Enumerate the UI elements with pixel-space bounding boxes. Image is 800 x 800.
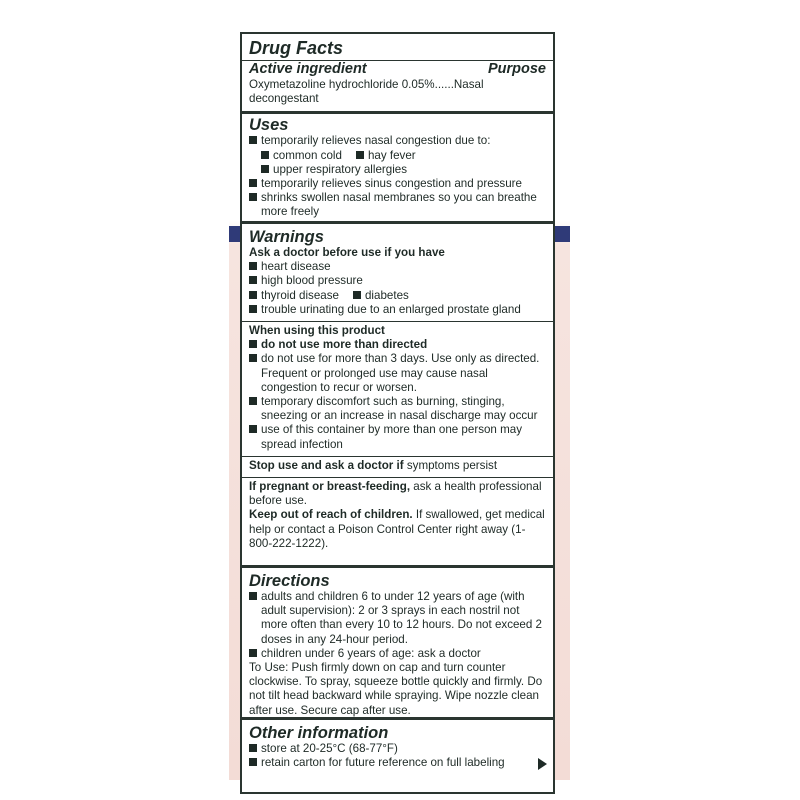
bullet-icon: [249, 397, 257, 405]
list-item: common cold hay fever: [249, 149, 546, 163]
other-information-section: [242, 720, 553, 773]
bullet-icon: [249, 276, 257, 284]
list-item: high blood pressure: [249, 274, 546, 288]
carton-background: [229, 20, 570, 780]
bullet-icon: [249, 425, 257, 433]
directions-heading: Directions: [249, 572, 330, 590]
list-item: upper respiratory allergies: [249, 163, 546, 177]
bullet-icon: [249, 179, 257, 187]
bullet-icon: [249, 262, 257, 270]
bullet-icon: [356, 151, 364, 159]
active-ingredient-line: Oxymetazoline hydrochloride 0.05%......Nasal decongestant: [249, 78, 484, 106]
bullet-icon: [249, 592, 257, 600]
bullet-icon: [249, 758, 257, 766]
list-item: trouble urinating due to an enlarged prostate gland: [249, 303, 546, 317]
uses-heading: Uses: [249, 116, 289, 135]
pregnancy-subsection: [242, 477, 553, 551]
bullet-icon: [249, 354, 257, 362]
list-item: temporary discomfort such as burning, stinging, sneezing or an increase in nasal discharge may occur: [249, 395, 546, 423]
continue-arrow-icon: [538, 758, 547, 770]
list-item: heart disease: [249, 260, 546, 274]
purpose-heading: Purpose: [487, 61, 546, 77]
bullet-icon: [249, 649, 257, 657]
bullet-icon: [353, 291, 361, 299]
bullet-icon: [249, 193, 257, 201]
directions-section: [242, 568, 553, 720]
list-item: temporarily relieves sinus congestion and pressure: [249, 177, 546, 191]
active-ingredient-heading: Active ingredient: [249, 61, 367, 77]
ask-doctor-heading: Ask a doctor before use if you have: [249, 246, 445, 259]
list-item: use of this container by more than one person may spread infection: [249, 423, 546, 451]
warnings-section: [242, 224, 553, 568]
when-using-subsection: [242, 321, 553, 452]
bullet-icon: [249, 291, 257, 299]
bullet-icon: [261, 165, 269, 173]
drug-facts-header: [242, 34, 553, 224]
bullet-icon: [261, 151, 269, 159]
list-item: thyroid disease diabetes: [249, 289, 546, 303]
list-item: children under 6 years of age: ask a doctor: [249, 647, 546, 661]
list-item: retain carton for future reference on full labeling: [249, 756, 546, 770]
stop-use-subsection: [242, 456, 553, 473]
warnings-heading: Warnings: [249, 228, 324, 246]
list-item: adults and children 6 to under 12 years of age (with adult supervision): 2 or 3 sprays in each nostril not more often than every 10 to 12 hours. Do not exceed 2 doses in any 24-hour period.: [249, 590, 546, 647]
keep-out-line: Keep out of reach of children. If swallowed, get medical help or contact a Poison Control Center right away (1-800-222-1222).: [249, 508, 545, 550]
list-item: do not use more than directed: [249, 338, 546, 352]
drug-facts-panel: [240, 32, 555, 794]
pregnancy-line: If pregnant or breast-feeding, ask a health professional before use.: [249, 480, 542, 508]
list-item: store at 20-25°C (68-77°F): [249, 742, 546, 756]
when-using-heading: When using this product: [249, 324, 385, 338]
bullet-icon: [249, 136, 257, 144]
bullet-icon: [249, 305, 257, 313]
bullet-icon: [249, 744, 257, 752]
drug-facts-title: Drug Facts: [249, 38, 344, 58]
active-ingredient-header: [242, 60, 553, 78]
list-item: temporarily relieves nasal congestion due to:: [249, 134, 546, 148]
stop-use-line: Stop use and ask a doctor if symptoms persist: [249, 458, 498, 472]
list-item: do not use for more than 3 days. Use only as directed. Frequent or prolonged use may cause nasal congestion to recur or worsen.: [249, 352, 546, 395]
other-information-heading: Other information: [249, 724, 389, 742]
bullet-icon: [249, 340, 257, 348]
list-item: shrinks swollen nasal membranes so you can breathe more freely: [249, 191, 546, 219]
uses-section: [242, 111, 553, 219]
to-use-text: To Use: Push firmly down on cap and turn counter clockwise. To spray, squeeze bottle quickly and firmly. Do not tilt head backward while spraying. Wipe nozzle clean after use. Secure cap after use.: [249, 661, 543, 717]
